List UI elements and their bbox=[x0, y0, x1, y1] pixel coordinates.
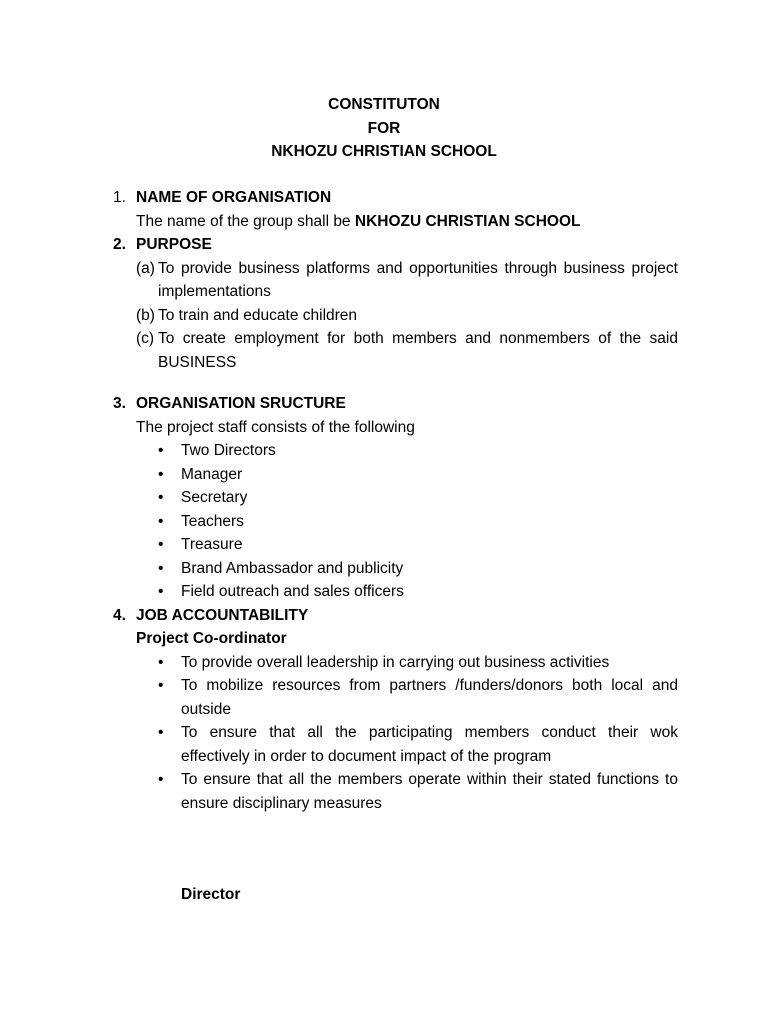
section-number: 4. bbox=[113, 606, 126, 624]
section-title: JOB ACCOUNTABILITY bbox=[136, 606, 309, 624]
list-item bbox=[113, 768, 678, 815]
list-item bbox=[113, 674, 678, 721]
coordinator-duties-list bbox=[113, 651, 678, 816]
section-1-text bbox=[113, 210, 678, 234]
list-item-text: Secretary bbox=[181, 489, 248, 506]
purpose-text: To train and educate children bbox=[158, 306, 358, 324]
bullet-icon: • bbox=[158, 724, 164, 741]
purpose-text: To provide business platforms and opportunities through business project implementations bbox=[158, 259, 678, 300]
section-1-heading bbox=[113, 186, 678, 210]
title-line-3: NKHOZU CHRISTIAN SCHOOL bbox=[271, 143, 497, 160]
section-number: 3. bbox=[113, 395, 126, 412]
title-line-1: CONSTITUTON bbox=[328, 96, 440, 113]
bullet-icon: • bbox=[158, 465, 164, 483]
list-item-text: To mobilize resources from partners /funders/donors both local and outside bbox=[181, 677, 678, 718]
purpose-item bbox=[113, 257, 678, 304]
bullet-icon: • bbox=[158, 512, 164, 530]
section-1-text-bold: NKHOZU CHRISTIAN SCHOOL bbox=[354, 212, 581, 230]
list-item-text: Two Directors bbox=[181, 442, 276, 459]
section-number: 1. bbox=[113, 189, 126, 206]
section-2-heading bbox=[113, 233, 678, 257]
role-title: Project Co-ordinator bbox=[136, 630, 287, 647]
bullet-icon: • bbox=[158, 559, 164, 577]
list-item bbox=[113, 533, 678, 557]
bullet-icon: • bbox=[158, 653, 164, 671]
section-3-intro: The project staff consists of the following bbox=[136, 418, 415, 436]
purpose-letter: (a) bbox=[136, 259, 155, 277]
section-number: 2. bbox=[113, 236, 126, 253]
title-line-2: FOR bbox=[367, 119, 401, 137]
section-1-text-prefix: The name of the group shall be bbox=[136, 212, 355, 230]
list-item bbox=[113, 486, 678, 510]
section-4-heading bbox=[113, 604, 678, 628]
bullet-icon: • bbox=[158, 489, 164, 506]
bullet-icon: • bbox=[158, 677, 164, 694]
staff-list bbox=[113, 439, 678, 604]
list-item-text: Brand Ambassador and publicity bbox=[181, 559, 404, 577]
list-item bbox=[113, 510, 678, 534]
bullet-icon: • bbox=[158, 583, 164, 600]
section-title: NAME OF ORGANISATION bbox=[136, 189, 332, 206]
list-item bbox=[113, 580, 678, 604]
purpose-letter: (b) bbox=[136, 306, 155, 324]
purpose-item bbox=[113, 304, 678, 328]
section-title: PURPOSE bbox=[136, 236, 212, 253]
section-title: ORGANISATION SRUCTURE bbox=[136, 395, 346, 412]
list-item bbox=[113, 463, 678, 487]
list-item-text: Teachers bbox=[181, 512, 244, 530]
list-item bbox=[113, 721, 678, 768]
list-item bbox=[113, 557, 678, 581]
role-title-director: Director bbox=[181, 886, 241, 903]
purpose-letter: (c) bbox=[136, 330, 155, 347]
spacer bbox=[113, 374, 678, 392]
list-item-text: To ensure that all the participating members conduct their wok effectively in order to document impact of the program bbox=[181, 724, 678, 765]
list-item-text: Manager bbox=[181, 465, 243, 483]
list-item-text: Treasure bbox=[181, 536, 243, 553]
bullet-icon: • bbox=[158, 771, 164, 788]
bullet-icon: • bbox=[158, 536, 164, 553]
list-item bbox=[113, 651, 678, 675]
list-item-text: Field outreach and sales officers bbox=[181, 583, 404, 600]
list-item-text: To provide overall leadership in carrying out business activities bbox=[181, 653, 610, 671]
document-title bbox=[0, 93, 768, 164]
list-item-text: To ensure that all the members operate within their stated functions to ensure disciplinary measures bbox=[181, 771, 678, 812]
bullet-icon: • bbox=[158, 442, 164, 459]
purpose-item bbox=[113, 327, 678, 374]
section-3-heading bbox=[113, 392, 678, 416]
purpose-text: To create employment for both members and nonmembers of the said BUSINESS bbox=[158, 330, 678, 371]
list-item bbox=[113, 439, 678, 463]
document-body bbox=[113, 186, 678, 815]
